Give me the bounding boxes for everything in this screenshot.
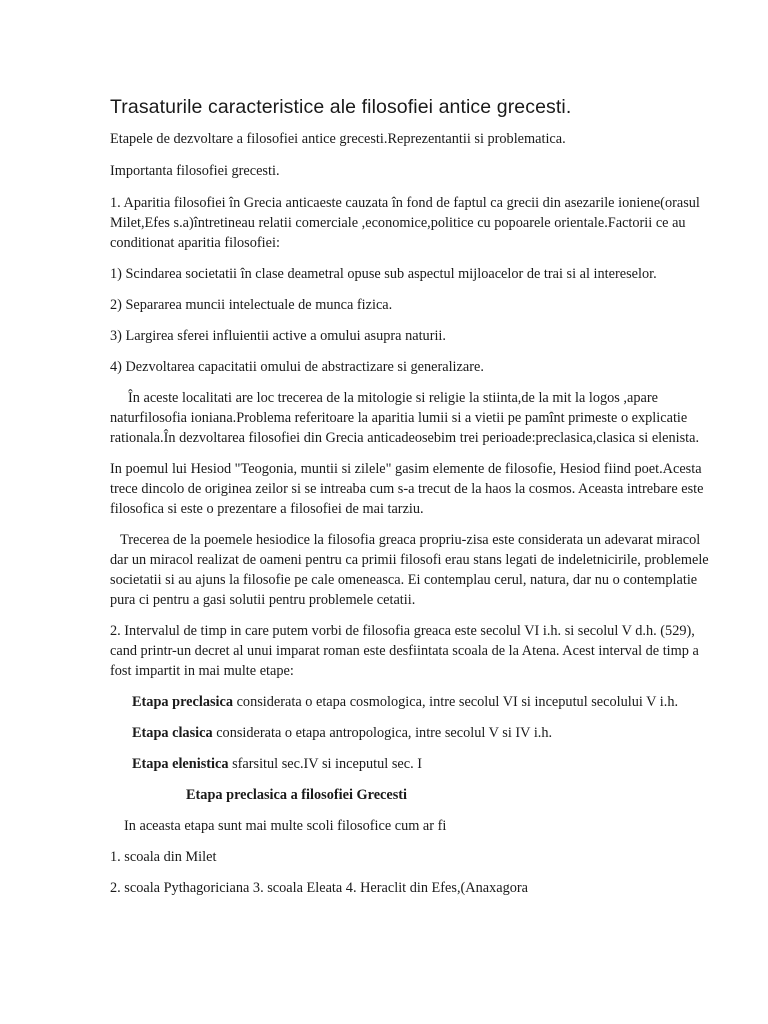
paragraph-localitati: În aceste localitati are loc trecerea de la mitologie si religie la stiinta,de la mit la logos ,apare naturfilosofia ioniana.Problema referitoare la aparitia lumii si a vietii pe pamînt primeste o explicatie rationala.În dezvoltarea filosofiei din Grecia anticadeosebim trei perioade:preclasica,clasica si elenista. [110,390,700,446]
paragraph-aparitia: 1. Aparitia filosofiei în Grecia anticaeste cauzata în fond de faptul ca grecii din asezarile ionienе(orasul Milet,Efes s.a)întretineau relatii comerciale ,economice,politice cu popoarele orientale.Factorii ce au conditionat aparitia filosofiei: [110,195,700,251]
scoala-item: 2. scoala Pythagoriciana 3. scoala Eleata 4. Heraclit din Efes,(Anaxagora [110,880,529,896]
paragraph-scoli: In aceasta etapa sunt mai multe scoli filosofice cum ar fi [124,818,447,834]
paragraph-trecerea: Trecerea de la poemele hesiodice la filosofia greaca propriu-zisa este considerata un adevarat miracol dar un miracol realizat de oameni pentru ca primii filosofi erau stans legati de indeletnicirile, problemele societatii si au ajuns la filosofie pe cale omeneasca. Ei contemplau cerul, natura, dar nu o contemplatie pura ci pentru a gasi solutii pentru problemele cetatii. [110,532,709,608]
factor-item: 2) Separarea muncii intelectuale de munca fizica. [110,297,393,313]
paragraph-importanta: Importanta filosofiei grecesti. [110,163,280,179]
etapa-clasica-label: Etapa clasica [132,725,213,741]
section-heading-preclasica: Etapa preclasica a filosofiei Grecesti [186,787,408,803]
etapa-elenistica-label: Etapa elenistica [132,756,229,772]
etapa-clasica-item [110,723,718,743]
scoala-item: 1. scoala din Milet [110,849,217,865]
etapa-preclasica-item [110,692,718,712]
factor-item: 4) Dezvoltarea capacitatii omului de abstractizare si generalizare. [110,359,484,375]
paragraph-hesiod: In poemul lui Hesiod "Teogonia, muntii si zilele" gasim elemente de filosofie, Hesiod fiind poet.Acesta trece dincolo de originea zeilor si se intreaba cum s-a trecut de la haos la cosmos. Aceasta intrebare este filosofica si este o prezentare a filosofiei de mai tarziu. [110,461,704,517]
paragraph-etape: Etapele de dezvoltare a filosofiei antice grecesti.Reprezentantii si problematica. [110,131,566,147]
etapa-clasica-text: considerata o etapa antropologica, intre secolul V si IV i.h. [212,725,553,741]
document-title: Trasaturile caracteristice ale filosofiei antice grecesti. [110,96,572,118]
etapa-preclasica-text: considerata o etapa cosmologica, intre secolul VI si inceputul secolului V i.h. [233,694,679,710]
etapa-elenistica-item [110,754,718,774]
etapa-elenistica-text: sfarsitul sec.IV si inceputul sec. I [228,756,422,772]
etapa-preclasica-label: Etapa preclasica [132,694,233,710]
paragraph-interval: 2. Intervalul de timp in care putem vorbi de filosofia greaca este secolul VI i.h. si secolul V d.h. (529), cand printr-un decret al unui imparat roman este desfiintata scoala de la Atena. Acest interval de timp a fost impartit in mai multe etape: [110,623,699,679]
factor-item: 3) Largirea sferei influientii active a omului asupra naturii. [110,328,446,344]
factor-item: 1) Scindarea societatii în clase deametral opuse sub aspectul mijloacelor de trai si al intereselor. [110,266,657,282]
